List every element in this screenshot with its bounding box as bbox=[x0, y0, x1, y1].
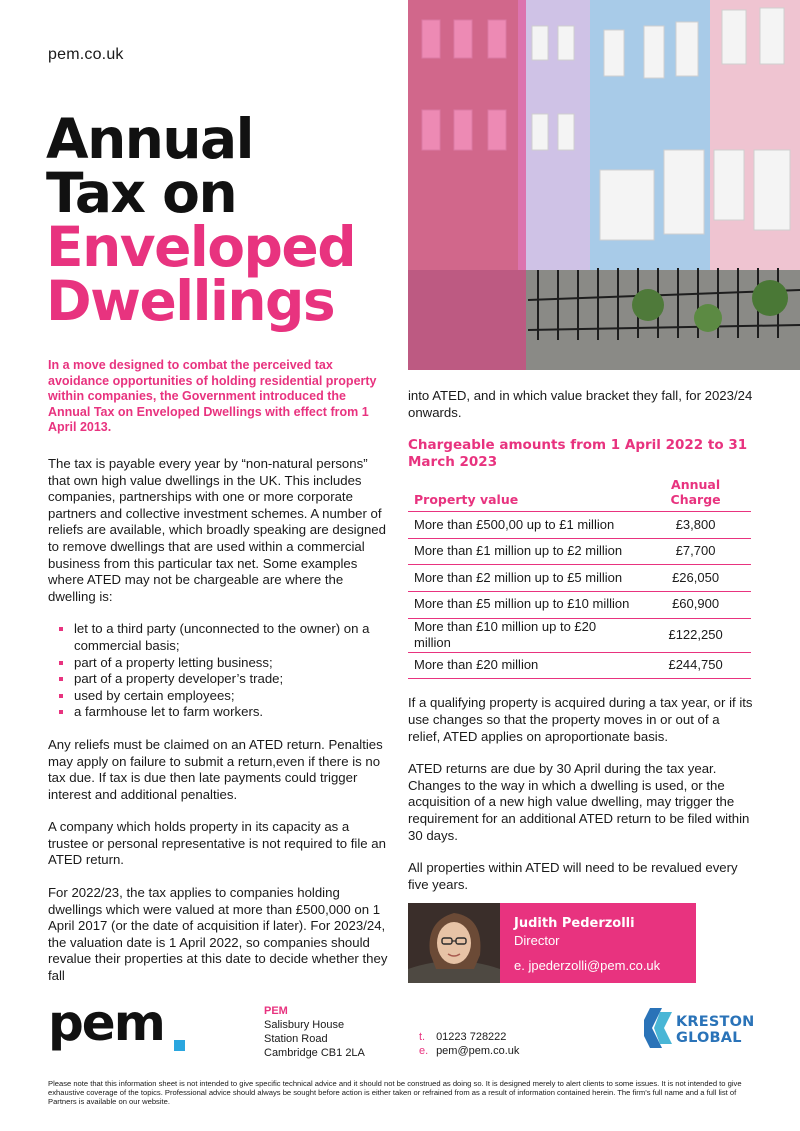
contact-role: Director bbox=[514, 933, 560, 948]
address-line: Station Road bbox=[264, 1033, 328, 1045]
table-row bbox=[408, 591, 751, 618]
kreston-global-logo bbox=[644, 1006, 754, 1050]
property-value-cell: More than £5 million up to £10 million bbox=[408, 591, 638, 618]
right-column bbox=[408, 388, 753, 909]
property-value-cell: More than £500,00 up to £1 million bbox=[408, 512, 638, 539]
annual-charge-cell: £26,050 bbox=[638, 565, 751, 592]
contact-name: Judith Pederzolli bbox=[514, 916, 635, 931]
pem-logo bbox=[48, 1008, 188, 1068]
body-paragraph: into ATED, and in which value bracket they fall, for 2023/24 onwards. bbox=[408, 388, 753, 420]
footer-address bbox=[264, 1004, 365, 1060]
body-paragraph: For 2022/23, the tax applies to companies holding dwellings which were valued at more than £500,000 on 1 April 2017 (or the date of acquisition if later). For 2023/24, the valuation date is 1 April 2022, so companies should revalue their properties at this date to decide whether they fall bbox=[48, 885, 388, 984]
kreston-k-icon bbox=[644, 1008, 674, 1048]
email-label: e. bbox=[419, 1045, 429, 1057]
site-url: pem.co.uk bbox=[48, 46, 124, 63]
list-item: a farmhouse let to farm workers. bbox=[48, 704, 393, 721]
address-line: Cambridge CB1 2LA bbox=[264, 1047, 365, 1059]
contact-card bbox=[408, 903, 696, 983]
hero-image bbox=[408, 0, 800, 370]
table-row bbox=[408, 652, 751, 679]
annual-charge-cell: £122,250 bbox=[638, 618, 751, 652]
page-title bbox=[46, 107, 356, 333]
title-line-1: Annual bbox=[46, 107, 253, 171]
property-value-cell: More than £2 million up to £5 million bbox=[408, 565, 638, 592]
logo-wordmark: pem bbox=[48, 1008, 164, 1052]
body-paragraph: A company which holds property in its capacity as a trustee or personal representative is not required to file an ATED return. bbox=[48, 819, 386, 868]
phone-label: t. bbox=[419, 1031, 426, 1043]
list-item: part of a property letting business; bbox=[48, 655, 393, 672]
contact-photo bbox=[408, 903, 500, 983]
footer-phone-line bbox=[419, 1030, 519, 1044]
list-item: let to a third party (unconnected to the owner) on a commercial basis; bbox=[48, 621, 393, 654]
intro-paragraph: In a move designed to combat the perceived tax avoidance opportunities of holding residential property within companies, the Government introduced the Annual Tax on Enveloped Dwellings with effect from 1 April 2013. bbox=[48, 358, 377, 434]
body-paragraph: ATED returns are due by 30 April during the tax year. Changes to the way in which a dwelling is used, or the acquisition of a new high value dwelling, may trigger the requirement for an additional ATED return to be filed within 30 days. bbox=[408, 761, 750, 843]
table-row bbox=[408, 512, 751, 539]
body-paragraph: All properties within ATED will need to be revalued every five years. bbox=[408, 860, 738, 892]
disclaimer: Please note that this information sheet is not intended to give specific technical advice and it should not be construed as doing so. It is designed merely to alert clients to some issues. It is not intended to give exhaustive coverage of the topics. Professional advice should always be sought before action is either taken or refrained from as a result of information contained herein. The firm’s full name and a full list of Partners is available on our website. bbox=[48, 1079, 742, 1107]
property-value-cell: More than £1 million up to £2 million bbox=[408, 538, 638, 565]
table-header-row bbox=[408, 477, 751, 512]
address-line: Salisbury House bbox=[264, 1019, 345, 1031]
annual-charge-cell: £7,700 bbox=[638, 538, 751, 565]
list-item: part of a property developer’s trade; bbox=[48, 671, 393, 688]
annual-charge-cell: £60,900 bbox=[638, 591, 751, 618]
annual-charge-cell: £3,800 bbox=[638, 512, 751, 539]
contact-email-link[interactable]: e. jpederzolli@pem.co.uk bbox=[514, 958, 661, 973]
title-line-4: Dwellings bbox=[46, 269, 335, 333]
footer-phone[interactable]: 01223 728222 bbox=[436, 1031, 507, 1043]
property-value-cell: More than £20 million bbox=[408, 652, 638, 679]
footer-contact bbox=[419, 1030, 519, 1058]
relief-list bbox=[48, 621, 393, 721]
property-value-cell: More than £10 million up to £20 million bbox=[408, 618, 638, 652]
charges-table bbox=[408, 477, 751, 679]
column-header-annual-charge: Annual Charge bbox=[638, 477, 751, 512]
title-line-2: Tax on bbox=[46, 161, 237, 225]
title-line-3: Enveloped bbox=[46, 215, 356, 279]
left-column bbox=[48, 456, 393, 1001]
list-item: used by certain employees; bbox=[48, 688, 393, 705]
kreston-wordmark-line2: GLOBAL bbox=[676, 1030, 742, 1046]
annual-charge-cell: £244,750 bbox=[638, 652, 751, 679]
kreston-wordmark-line1: KRESTON bbox=[676, 1014, 755, 1030]
body-paragraph: Any reliefs must be claimed on an ATED return. Penalties may apply on failure to submit a return,even if there is no tax due. If tax is due then late payments could trigger interest and additional penalties. bbox=[48, 736, 383, 802]
footer-org-name: PEM bbox=[264, 1005, 288, 1017]
footer-email-link[interactable]: pem@pem.co.uk bbox=[436, 1045, 520, 1057]
body-paragraph: The tax is payable every year by “non-natural persons” that own high value dwellings in the UK. This includes companies, partnerships with one or more corporate partners and collective investment schemes. A number of reliefs are available, which broadly speaking are designed to remove dwellings that are used within a commercial business from this particular tax net. Some examples where ATED may not be chargeable are where the dwelling is: bbox=[48, 456, 386, 604]
table-heading: Chargeable amounts from 1 April 2022 to 31 March 2023 bbox=[408, 437, 748, 471]
table-row bbox=[408, 538, 751, 565]
table-row bbox=[408, 565, 751, 592]
table-row bbox=[408, 618, 751, 652]
footer-email-line bbox=[419, 1044, 519, 1058]
column-header-property-value: Property value bbox=[408, 477, 638, 512]
body-paragraph: If a qualifying property is acquired during a tax year, or if its use changes so that the property moves in or out of a relief, ATED applies on aproportionate basis. bbox=[408, 695, 753, 744]
